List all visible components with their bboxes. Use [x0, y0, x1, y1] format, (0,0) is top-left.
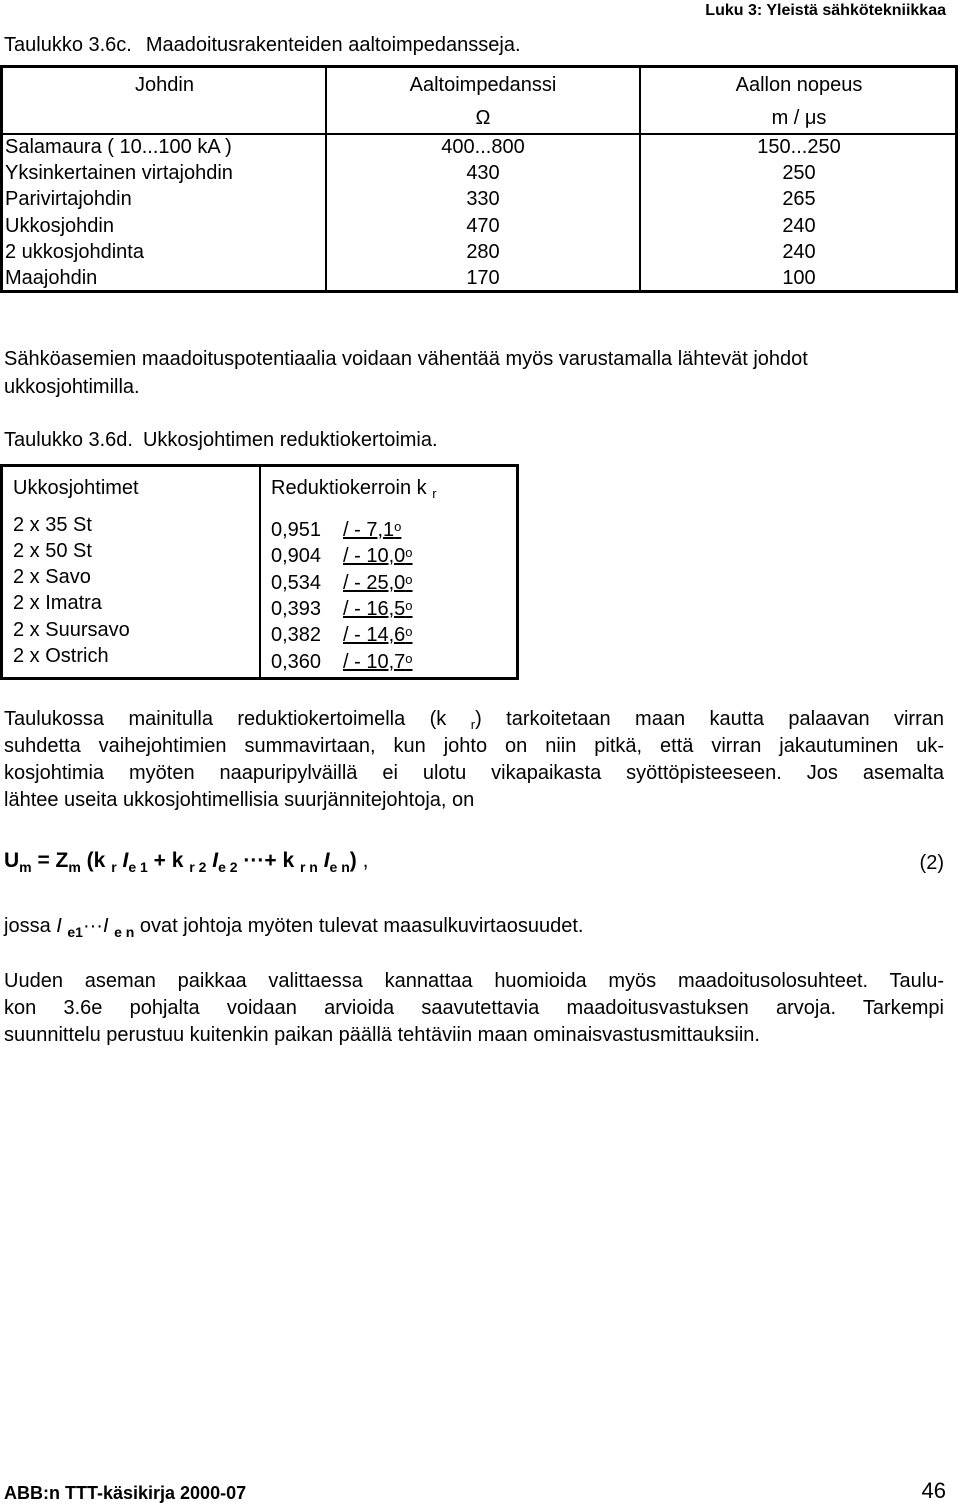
- table1-row-impedance: 170: [466, 267, 500, 289]
- table2-row-angle-text: / - 7,1: [343, 519, 395, 541]
- paragraph-line: lähtee useita ukkosjohtimellisia suurjännitejohtoja, on: [4, 789, 475, 811]
- table1-row-velocity: 250: [782, 162, 816, 184]
- table2-row-angle-text: / - 10,7: [343, 651, 406, 673]
- formula-sub: e 1: [128, 859, 148, 875]
- formula-sub: e n: [329, 859, 350, 875]
- subscript: e1: [67, 924, 83, 940]
- wave-impedance-table: [0, 65, 958, 293]
- table1-unit-impedance: Ω: [475, 107, 491, 129]
- table1-row-impedance: 470: [466, 215, 500, 237]
- footer-publication: ABB:n TTT-käsikirja 2000-07: [4, 1483, 247, 1503]
- formula-sub: r 2: [189, 859, 207, 875]
- formula-sub: r: [111, 859, 117, 875]
- table1-row-name: Parivirtajohdin: [5, 188, 132, 210]
- reduction-factor-table: [0, 464, 519, 680]
- chapter-header: Luku 3: Yleistä sähkötekniikkaa: [705, 2, 946, 19]
- formula-sub: e 2: [218, 859, 238, 875]
- table1-row-impedance: 430: [466, 162, 500, 184]
- paragraph-substation-potential: Sähköasemien maadoituspotentiaalia voidaan vähentää myös varustamalla lähtevät johdot ukkosjohtimilla.: [4, 348, 808, 398]
- formula-I: I: [116, 849, 129, 872]
- formula-I: I: [317, 849, 330, 872]
- table2-row-value: 0,360: [271, 651, 322, 673]
- table1-header-velocity: Aallon nopeus: [735, 74, 863, 96]
- paragraph-line: suunnittelu perustuu kuitenkin paikan päällä tehtäviin maan ominaisvastusmittauksiin.: [4, 1024, 760, 1046]
- degree-symbol: o: [394, 519, 402, 534]
- table1-unit-velocity: m / μs: [771, 107, 827, 129]
- equation-2: [4, 848, 944, 880]
- table2-row-value: 0,951: [271, 519, 322, 541]
- subscript: e n: [114, 924, 135, 940]
- table1-caption-text: Maadoitusrakenteiden aaltoimpedansseja.: [145, 34, 521, 56]
- table2-caption: [4, 427, 438, 453]
- degree-symbol: o: [405, 651, 413, 666]
- paragraph-line: [4, 706, 944, 733]
- table2-caption-number: Taulukko 3.6d.: [4, 429, 133, 451]
- table1-row-velocity: 100: [782, 267, 816, 289]
- paragraph-where: [4, 913, 944, 945]
- table1-row-impedance: 400...800: [441, 136, 525, 158]
- table2-row-angle: [343, 624, 413, 646]
- table2-row-factor: [271, 619, 413, 648]
- table2-row-factor: [271, 593, 413, 622]
- table2-header-factor: [271, 475, 437, 507]
- table2-row-angle-text: / - 10,0: [343, 545, 406, 567]
- paragraph-reduction-factor: [4, 706, 944, 814]
- text-run: ···: [82, 915, 103, 937]
- formula-sub: r n: [299, 859, 318, 875]
- table1-header-impedance: Aaltoimpedanssi: [409, 74, 557, 96]
- formula-I: I: [102, 915, 109, 937]
- table1-row-name: Maajohdin: [5, 267, 98, 289]
- table1-row-name: 2 ukkosjohdinta: [5, 241, 144, 263]
- formula-I: I: [206, 849, 219, 872]
- text-run: Taulukossa mainitulla reduktiokertoimella (k: [4, 708, 447, 730]
- table1-row-velocity: 265: [782, 188, 816, 210]
- table2-row-value: 0,382: [271, 624, 322, 646]
- degree-symbol: o: [405, 572, 413, 587]
- text-run: jossa: [4, 915, 57, 937]
- table2-divider: [259, 467, 261, 677]
- table2-row-angle: [343, 598, 413, 620]
- table1-row-name: Yksinkertainen virtajohdin: [5, 162, 233, 184]
- degree-symbol: o: [405, 624, 413, 639]
- table2-row-name: 2 x Savo: [13, 566, 91, 588]
- table2-row-value: 0,904: [271, 545, 322, 567]
- subscript: r: [470, 717, 476, 732]
- formula-sub: m: [68, 859, 81, 875]
- table2-row-name: 2 x Imatra: [13, 592, 102, 614]
- formula-text: (k: [80, 849, 106, 872]
- table2-caption-text: Ukkosjohtimen reduktiokertoimia.: [142, 429, 438, 451]
- table2-row-factor: [271, 567, 413, 596]
- table2-header-factor-text: Reduktiokerroin k: [271, 477, 427, 499]
- table2-row-name: 2 x Suursavo: [13, 619, 130, 641]
- paragraph-line: Uuden aseman paikkaa valittaessa kannattaa huomioida myös maadoitusolosuhteet. Taulu-: [4, 970, 944, 992]
- table2-row-angle-text: / - 25,0: [343, 572, 406, 594]
- table2-row-angle: [343, 651, 413, 673]
- degree-symbol: o: [405, 598, 413, 613]
- table2-row-factor: [271, 646, 413, 675]
- paragraph-line: kosjohtimia myöten naapuripylväillä ei ulotu vikapaikasta syöttöpisteeseen. Jos asemalta: [4, 762, 944, 784]
- paragraph-line: kon 3.6e pohjalta voidaan arvioida saavutettavia maadoitusvastuksen arvoja. Tarkempi: [4, 997, 944, 1019]
- formula-U: U: [4, 849, 20, 872]
- table2-row-value: 0,393: [271, 598, 322, 620]
- table2-header-factor-sub: r: [432, 486, 437, 501]
- table2-row-name: 2 x Ostrich: [13, 645, 109, 667]
- table1-row-velocity: 150...250: [757, 136, 841, 158]
- table1-row-name: Salamaura ( 10...100 kA ): [5, 136, 232, 158]
- page-number: 46: [921, 1478, 946, 1503]
- table2-row-value: 0,534: [271, 572, 322, 594]
- formula-comma: ,: [356, 849, 369, 872]
- table2-row-name: 2 x 35 St: [13, 514, 92, 536]
- table1-header-conductor: Johdin: [135, 74, 194, 96]
- formula-text: + k: [147, 849, 184, 872]
- table2-row-name: 2 x 50 St: [13, 540, 92, 562]
- text-run: ) tarkoitetaan maan kautta palaavan virran: [475, 708, 944, 730]
- table2-row-factor: [271, 514, 401, 543]
- table2-header-conductors: Ukkosjohtimet: [13, 477, 139, 499]
- paragraph-site-selection: [4, 968, 944, 1049]
- table1-row-impedance: 280: [466, 241, 500, 263]
- table1-row-name: Ukkosjohdin: [5, 215, 114, 237]
- table2-row-angle: [343, 519, 401, 541]
- table2-row-angle: [343, 572, 413, 594]
- paragraph-line: suhdetta vaihejohtimien summavirtaan, kun johto on niin pitkä, että virran jakautuminen uk-: [4, 735, 944, 757]
- formula-text: ): [349, 849, 357, 872]
- formula-I: I: [56, 915, 62, 937]
- degree-symbol: o: [405, 545, 413, 560]
- table1-caption-number: Taulukko 3.6c.: [4, 34, 132, 56]
- text-run: ovat johtoja myöten tulevat maasulkuvirtaosuudet.: [134, 915, 584, 937]
- table2-row-angle-text: / - 14,6: [343, 624, 406, 646]
- formula-text: = Z: [31, 849, 69, 872]
- formula-text: ···+ k: [237, 849, 295, 872]
- table1-row-impedance: 330: [466, 188, 500, 210]
- table1-row-velocity: 240: [782, 215, 816, 237]
- table1-divider-2: [639, 68, 641, 290]
- formula-sub: m: [19, 859, 32, 875]
- table2-row-angle-text: / - 16,5: [343, 598, 406, 620]
- table1-row-velocity: 240: [782, 241, 816, 263]
- table2-row-angle: [343, 545, 413, 567]
- table1-caption: [4, 32, 521, 58]
- table2-row-factor: [271, 540, 413, 569]
- equation-number: (2): [919, 852, 944, 874]
